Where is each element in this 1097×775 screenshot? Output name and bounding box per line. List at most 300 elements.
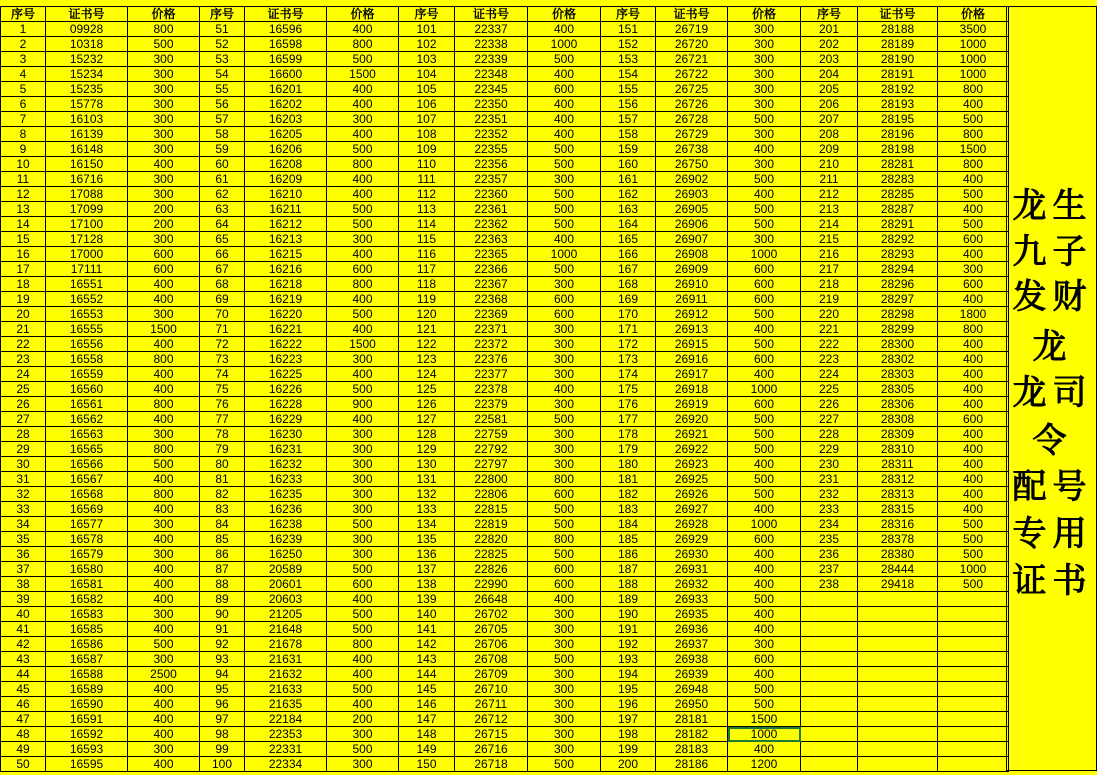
table-cell[interactable]: 600 xyxy=(528,562,601,577)
table-cell[interactable]: 109 xyxy=(399,142,455,157)
table-cell[interactable]: 600 xyxy=(938,232,1009,247)
table-cell[interactable]: 600 xyxy=(327,577,399,592)
table-cell[interactable]: 500 xyxy=(728,682,801,697)
table-cell[interactable]: 43 xyxy=(1,652,46,667)
table-cell[interactable]: 186 xyxy=(601,547,656,562)
column-header[interactable]: 价格 xyxy=(128,7,200,22)
table-cell[interactable]: 68 xyxy=(200,277,245,292)
table-cell[interactable]: 22351 xyxy=(455,112,528,127)
table-cell[interactable]: 300 xyxy=(528,742,601,757)
table-cell[interactable]: 26729 xyxy=(656,127,728,142)
table-cell[interactable]: 16236 xyxy=(245,502,327,517)
table-cell[interactable]: 500 xyxy=(528,217,601,232)
table-cell[interactable]: 221 xyxy=(801,322,858,337)
table-cell[interactable]: 16588 xyxy=(46,667,128,682)
table-cell[interactable]: 26 xyxy=(1,397,46,412)
table-cell[interactable]: 300 xyxy=(327,757,399,772)
table-cell[interactable]: 26905 xyxy=(656,202,728,217)
table-cell[interactable]: 61 xyxy=(200,172,245,187)
table-cell[interactable]: 500 xyxy=(938,112,1009,127)
table-cell[interactable]: 16560 xyxy=(46,382,128,397)
table-cell[interactable]: 6 xyxy=(1,97,46,112)
table-cell[interactable]: 103 xyxy=(399,52,455,67)
table-cell[interactable]: 300 xyxy=(327,532,399,547)
table-cell[interactable]: 133 xyxy=(399,502,455,517)
table-cell[interactable]: 223 xyxy=(801,352,858,367)
table-cell[interactable]: 16219 xyxy=(245,292,327,307)
table-cell[interactable]: 80 xyxy=(200,457,245,472)
table-cell[interactable]: 26908 xyxy=(656,247,728,262)
table-cell[interactable]: 500 xyxy=(327,517,399,532)
table-cell[interactable]: 400 xyxy=(128,682,200,697)
table-cell[interactable]: 500 xyxy=(528,157,601,172)
table-cell[interactable]: 164 xyxy=(601,217,656,232)
table-cell[interactable]: 26950 xyxy=(656,697,728,712)
table-cell[interactable]: 28380 xyxy=(858,547,938,562)
table-cell[interactable]: 16239 xyxy=(245,532,327,547)
table-cell[interactable]: 16562 xyxy=(46,412,128,427)
table-cell[interactable] xyxy=(801,592,858,607)
table-cell[interactable] xyxy=(938,682,1009,697)
table-cell[interactable] xyxy=(858,622,938,637)
table-cell[interactable]: 16577 xyxy=(46,517,128,532)
table-cell[interactable]: 16585 xyxy=(46,622,128,637)
table-cell[interactable]: 16555 xyxy=(46,322,128,337)
table-cell[interactable]: 28281 xyxy=(858,157,938,172)
table-cell[interactable]: 207 xyxy=(801,112,858,127)
table-cell[interactable]: 400 xyxy=(728,142,801,157)
column-header[interactable]: 证书号 xyxy=(656,7,728,22)
table-cell[interactable]: 900 xyxy=(327,397,399,412)
table-cell[interactable]: 26912 xyxy=(656,307,728,322)
table-cell[interactable] xyxy=(801,607,858,622)
table-cell[interactable]: 26933 xyxy=(656,592,728,607)
table-cell[interactable]: 64 xyxy=(200,217,245,232)
table-cell[interactable]: 26719 xyxy=(656,22,728,37)
table-cell[interactable]: 500 xyxy=(728,412,801,427)
table-cell[interactable]: 47 xyxy=(1,712,46,727)
table-cell[interactable]: 800 xyxy=(327,637,399,652)
table-cell[interactable]: 26711 xyxy=(455,697,528,712)
table-cell[interactable]: 209 xyxy=(801,142,858,157)
table-cell[interactable]: 1000 xyxy=(728,247,801,262)
table-cell[interactable]: 178 xyxy=(601,427,656,442)
table-cell[interactable]: 26927 xyxy=(656,502,728,517)
table-cell[interactable]: 236 xyxy=(801,547,858,562)
table-cell[interactable] xyxy=(858,712,938,727)
table-cell[interactable]: 69 xyxy=(200,292,245,307)
table-cell[interactable]: 300 xyxy=(128,172,200,187)
table-cell[interactable]: 500 xyxy=(728,337,801,352)
table-cell[interactable]: 45 xyxy=(1,682,46,697)
table-cell[interactable]: 212 xyxy=(801,187,858,202)
table-cell[interactable]: 22815 xyxy=(455,502,528,517)
table-cell[interactable]: 142 xyxy=(399,637,455,652)
table-cell[interactable]: 16229 xyxy=(245,412,327,427)
table-cell[interactable]: 26931 xyxy=(656,562,728,577)
table-cell[interactable]: 28 xyxy=(1,427,46,442)
table-cell[interactable]: 48 xyxy=(1,727,46,742)
selected-cell[interactable]: 1000 xyxy=(728,727,801,742)
table-cell[interactable]: 20603 xyxy=(245,592,327,607)
table-cell[interactable]: 28287 xyxy=(858,202,938,217)
table-cell[interactable]: 1800 xyxy=(938,307,1009,322)
table-cell[interactable] xyxy=(938,652,1009,667)
table-cell[interactable]: 16569 xyxy=(46,502,128,517)
table-cell[interactable]: 17 xyxy=(1,262,46,277)
table-cell[interactable]: 145 xyxy=(399,682,455,697)
table-cell[interactable]: 400 xyxy=(938,487,1009,502)
table-cell[interactable]: 137 xyxy=(399,562,455,577)
table-cell[interactable]: 149 xyxy=(399,742,455,757)
table-cell[interactable]: 74 xyxy=(200,367,245,382)
table-cell[interactable]: 28316 xyxy=(858,517,938,532)
table-cell[interactable]: 26928 xyxy=(656,517,728,532)
table-cell[interactable]: 197 xyxy=(601,712,656,727)
table-cell[interactable]: 300 xyxy=(528,457,601,472)
table-cell[interactable] xyxy=(801,682,858,697)
table-cell[interactable]: 184 xyxy=(601,517,656,532)
table-cell[interactable]: 210 xyxy=(801,157,858,172)
table-cell[interactable]: 300 xyxy=(128,82,200,97)
table-cell[interactable]: 300 xyxy=(528,727,601,742)
table-cell[interactable]: 400 xyxy=(327,22,399,37)
table-cell[interactable]: 400 xyxy=(128,727,200,742)
table-cell[interactable]: 1500 xyxy=(128,322,200,337)
table-cell[interactable]: 196 xyxy=(601,697,656,712)
table-cell[interactable]: 26750 xyxy=(656,157,728,172)
table-cell[interactable]: 144 xyxy=(399,667,455,682)
table-cell[interactable]: 26715 xyxy=(455,727,528,742)
table-cell[interactable]: 400 xyxy=(728,577,801,592)
table-cell[interactable]: 300 xyxy=(528,172,601,187)
table-cell[interactable]: 15235 xyxy=(46,82,128,97)
table-cell[interactable] xyxy=(801,622,858,637)
table-cell[interactable]: 16148 xyxy=(46,142,128,157)
table-cell[interactable]: 16558 xyxy=(46,352,128,367)
table-cell[interactable]: 500 xyxy=(728,472,801,487)
table-cell[interactable]: 500 xyxy=(528,757,601,772)
table-cell[interactable]: 5 xyxy=(1,82,46,97)
table-cell[interactable]: 126 xyxy=(399,397,455,412)
table-cell[interactable]: 22379 xyxy=(455,397,528,412)
table-cell[interactable]: 400 xyxy=(327,292,399,307)
table-cell[interactable]: 28291 xyxy=(858,217,938,232)
table-cell[interactable]: 400 xyxy=(128,292,200,307)
table-cell[interactable] xyxy=(938,607,1009,622)
table-cell[interactable]: 300 xyxy=(327,502,399,517)
table-cell[interactable]: 21205 xyxy=(245,607,327,622)
table-cell[interactable]: 26913 xyxy=(656,322,728,337)
table-cell[interactable]: 22345 xyxy=(455,82,528,97)
table-cell[interactable]: 300 xyxy=(528,277,601,292)
table-cell[interactable]: 16205 xyxy=(245,127,327,142)
table-cell[interactable]: 22357 xyxy=(455,172,528,187)
table-cell[interactable]: 28188 xyxy=(858,22,938,37)
table-cell[interactable]: 300 xyxy=(327,457,399,472)
table-cell[interactable]: 181 xyxy=(601,472,656,487)
table-cell[interactable]: 26921 xyxy=(656,427,728,442)
table-cell[interactable]: 16561 xyxy=(46,397,128,412)
table-cell[interactable]: 222 xyxy=(801,337,858,352)
table-cell[interactable]: 300 xyxy=(327,472,399,487)
table-cell[interactable]: 1000 xyxy=(528,247,601,262)
table-cell[interactable]: 118 xyxy=(399,277,455,292)
table-cell[interactable]: 22339 xyxy=(455,52,528,67)
table-cell[interactable]: 300 xyxy=(128,232,200,247)
table-cell[interactable]: 23 xyxy=(1,352,46,367)
table-cell[interactable]: 300 xyxy=(528,352,601,367)
table-cell[interactable]: 176 xyxy=(601,397,656,412)
table-cell[interactable]: 500 xyxy=(528,202,601,217)
table-cell[interactable]: 230 xyxy=(801,457,858,472)
table-cell[interactable]: 22792 xyxy=(455,442,528,457)
table-cell[interactable]: 16589 xyxy=(46,682,128,697)
table-cell[interactable]: 94 xyxy=(200,667,245,682)
table-cell[interactable]: 166 xyxy=(601,247,656,262)
table-cell[interactable]: 500 xyxy=(728,592,801,607)
table-cell[interactable]: 22369 xyxy=(455,307,528,322)
table-cell[interactable]: 161 xyxy=(601,172,656,187)
table-cell[interactable]: 600 xyxy=(528,292,601,307)
table-cell[interactable] xyxy=(938,727,1009,742)
table-cell[interactable]: 16235 xyxy=(245,487,327,502)
table-cell[interactable]: 400 xyxy=(528,67,601,82)
table-cell[interactable]: 171 xyxy=(601,322,656,337)
table-cell[interactable]: 70 xyxy=(200,307,245,322)
table-cell[interactable]: 400 xyxy=(128,757,200,772)
table-cell[interactable]: 87 xyxy=(200,562,245,577)
table-cell[interactable]: 28298 xyxy=(858,307,938,322)
table-cell[interactable]: 28444 xyxy=(858,562,938,577)
table-cell[interactable]: 11 xyxy=(1,172,46,187)
table-cell[interactable]: 21678 xyxy=(245,637,327,652)
table-cell[interactable]: 28378 xyxy=(858,532,938,547)
table-cell[interactable]: 2 xyxy=(1,37,46,52)
table-cell[interactable]: 300 xyxy=(728,157,801,172)
table-cell[interactable]: 22990 xyxy=(455,577,528,592)
table-cell[interactable]: 60 xyxy=(200,157,245,172)
table-cell[interactable]: 22820 xyxy=(455,532,528,547)
table-cell[interactable]: 300 xyxy=(528,607,601,622)
table-cell[interactable]: 234 xyxy=(801,517,858,532)
table-cell[interactable]: 233 xyxy=(801,502,858,517)
table-cell[interactable]: 500 xyxy=(728,112,801,127)
table-cell[interactable]: 16203 xyxy=(245,112,327,127)
table-cell[interactable]: 202 xyxy=(801,37,858,52)
table-cell[interactable]: 300 xyxy=(728,67,801,82)
table-cell[interactable]: 39 xyxy=(1,592,46,607)
table-cell[interactable]: 120 xyxy=(399,307,455,322)
table-cell[interactable]: 26932 xyxy=(656,577,728,592)
table-cell[interactable]: 16556 xyxy=(46,337,128,352)
table-cell[interactable]: 400 xyxy=(938,337,1009,352)
table-cell[interactable]: 400 xyxy=(128,367,200,382)
table-cell[interactable] xyxy=(858,697,938,712)
table-cell[interactable]: 26939 xyxy=(656,667,728,682)
column-header[interactable]: 序号 xyxy=(200,7,245,22)
table-cell[interactable]: 170 xyxy=(601,307,656,322)
table-cell[interactable]: 110 xyxy=(399,157,455,172)
table-cell[interactable]: 800 xyxy=(938,322,1009,337)
table-cell[interactable]: 195 xyxy=(601,682,656,697)
table-cell[interactable]: 208 xyxy=(801,127,858,142)
table-cell[interactable]: 400 xyxy=(728,607,801,622)
table-cell[interactable]: 156 xyxy=(601,97,656,112)
table-cell[interactable]: 28189 xyxy=(858,37,938,52)
column-header[interactable]: 序号 xyxy=(1,7,46,22)
table-cell[interactable]: 400 xyxy=(938,382,1009,397)
table-cell[interactable]: 400 xyxy=(128,502,200,517)
table-cell[interactable]: 400 xyxy=(938,367,1009,382)
table-cell[interactable] xyxy=(801,652,858,667)
table-cell[interactable]: 26728 xyxy=(656,112,728,127)
table-cell[interactable]: 139 xyxy=(399,592,455,607)
table-cell[interactable]: 124 xyxy=(399,367,455,382)
table-cell[interactable]: 300 xyxy=(128,112,200,127)
table-cell[interactable]: 500 xyxy=(327,622,399,637)
table-cell[interactable]: 108 xyxy=(399,127,455,142)
table-cell[interactable]: 26910 xyxy=(656,277,728,292)
table-cell[interactable]: 185 xyxy=(601,532,656,547)
table-cell[interactable]: 16592 xyxy=(46,727,128,742)
table-cell[interactable]: 500 xyxy=(938,517,1009,532)
table-cell[interactable] xyxy=(858,667,938,682)
table-cell[interactable]: 400 xyxy=(938,457,1009,472)
table-cell[interactable]: 90 xyxy=(200,607,245,622)
table-cell[interactable]: 15 xyxy=(1,232,46,247)
table-cell[interactable]: 213 xyxy=(801,202,858,217)
table-cell[interactable]: 115 xyxy=(399,232,455,247)
table-cell[interactable]: 26936 xyxy=(656,622,728,637)
table-cell[interactable] xyxy=(801,742,858,757)
table-cell[interactable]: 500 xyxy=(728,217,801,232)
table-cell[interactable]: 16226 xyxy=(245,382,327,397)
table-cell[interactable]: 500 xyxy=(938,577,1009,592)
table-cell[interactable]: 400 xyxy=(728,742,801,757)
table-cell[interactable]: 101 xyxy=(399,22,455,37)
table-cell[interactable]: 300 xyxy=(528,682,601,697)
table-cell[interactable]: 300 xyxy=(128,67,200,82)
table-cell[interactable]: 600 xyxy=(728,532,801,547)
table-cell[interactable] xyxy=(938,742,1009,757)
table-cell[interactable]: 500 xyxy=(327,217,399,232)
table-cell[interactable] xyxy=(938,622,1009,637)
table-cell[interactable]: 16559 xyxy=(46,367,128,382)
table-cell[interactable]: 22378 xyxy=(455,382,528,397)
table-cell[interactable]: 59 xyxy=(200,142,245,157)
table-cell[interactable]: 172 xyxy=(601,337,656,352)
table-cell[interactable]: 300 xyxy=(728,52,801,67)
table-cell[interactable]: 16232 xyxy=(245,457,327,472)
table-cell[interactable]: 26907 xyxy=(656,232,728,247)
table-cell[interactable]: 800 xyxy=(528,472,601,487)
table-cell[interactable]: 1000 xyxy=(938,67,1009,82)
table-cell[interactable]: 300 xyxy=(327,352,399,367)
table-cell[interactable]: 26948 xyxy=(656,682,728,697)
table-cell[interactable]: 400 xyxy=(327,592,399,607)
table-cell[interactable]: 400 xyxy=(128,472,200,487)
table-cell[interactable]: 26648 xyxy=(455,592,528,607)
table-cell[interactable]: 22360 xyxy=(455,187,528,202)
table-cell[interactable]: 400 xyxy=(728,367,801,382)
column-header[interactable]: 价格 xyxy=(728,7,801,22)
table-cell[interactable]: 56 xyxy=(200,97,245,112)
table-cell[interactable]: 400 xyxy=(938,352,1009,367)
table-cell[interactable]: 141 xyxy=(399,622,455,637)
table-cell[interactable]: 7 xyxy=(1,112,46,127)
table-cell[interactable]: 179 xyxy=(601,442,656,457)
table-cell[interactable]: 36 xyxy=(1,547,46,562)
table-cell[interactable]: 28196 xyxy=(858,127,938,142)
table-cell[interactable]: 400 xyxy=(938,472,1009,487)
table-cell[interactable]: 41 xyxy=(1,622,46,637)
table-cell[interactable]: 17000 xyxy=(46,247,128,262)
table-cell[interactable]: 600 xyxy=(128,247,200,262)
table-cell[interactable]: 400 xyxy=(728,457,801,472)
column-header[interactable]: 价格 xyxy=(327,7,399,22)
table-cell[interactable]: 400 xyxy=(938,172,1009,187)
table-cell[interactable]: 22352 xyxy=(455,127,528,142)
table-cell[interactable]: 114 xyxy=(399,217,455,232)
table-cell[interactable]: 300 xyxy=(128,742,200,757)
table-cell[interactable]: 190 xyxy=(601,607,656,622)
table-cell[interactable]: 206 xyxy=(801,97,858,112)
table-cell[interactable]: 14 xyxy=(1,217,46,232)
table-cell[interactable]: 16213 xyxy=(245,232,327,247)
table-cell[interactable]: 116 xyxy=(399,247,455,262)
table-cell[interactable]: 34 xyxy=(1,517,46,532)
table-cell[interactable]: 28315 xyxy=(858,502,938,517)
table-cell[interactable]: 26738 xyxy=(656,142,728,157)
table-cell[interactable]: 9 xyxy=(1,142,46,157)
table-cell[interactable]: 500 xyxy=(728,307,801,322)
table-cell[interactable]: 199 xyxy=(601,742,656,757)
table-cell[interactable]: 300 xyxy=(728,97,801,112)
table-cell[interactable]: 16150 xyxy=(46,157,128,172)
table-cell[interactable]: 204 xyxy=(801,67,858,82)
table-cell[interactable]: 88 xyxy=(200,577,245,592)
table-cell[interactable]: 16583 xyxy=(46,607,128,622)
table-cell[interactable]: 224 xyxy=(801,367,858,382)
table-cell[interactable]: 113 xyxy=(399,202,455,217)
table-cell[interactable]: 71 xyxy=(200,322,245,337)
table-cell[interactable]: 500 xyxy=(327,52,399,67)
table-cell[interactable]: 500 xyxy=(327,382,399,397)
table-cell[interactable] xyxy=(858,652,938,667)
table-cell[interactable]: 180 xyxy=(601,457,656,472)
table-cell[interactable]: 400 xyxy=(128,622,200,637)
table-cell[interactable]: 163 xyxy=(601,202,656,217)
table-cell[interactable]: 800 xyxy=(938,82,1009,97)
table-cell[interactable]: 62 xyxy=(200,187,245,202)
table-cell[interactable]: 300 xyxy=(528,442,601,457)
table-cell[interactable]: 26726 xyxy=(656,97,728,112)
table-cell[interactable]: 500 xyxy=(728,172,801,187)
table-cell[interactable]: 22348 xyxy=(455,67,528,82)
table-cell[interactable]: 400 xyxy=(938,247,1009,262)
table-cell[interactable]: 92 xyxy=(200,637,245,652)
table-cell[interactable]: 600 xyxy=(528,82,601,97)
table-cell[interactable] xyxy=(938,757,1009,772)
table-cell[interactable]: 22806 xyxy=(455,487,528,502)
table-cell[interactable]: 54 xyxy=(200,67,245,82)
table-cell[interactable]: 600 xyxy=(938,277,1009,292)
table-cell[interactable]: 93 xyxy=(200,652,245,667)
table-cell[interactable]: 17100 xyxy=(46,217,128,232)
table-cell[interactable]: 28293 xyxy=(858,247,938,262)
table-cell[interactable]: 26725 xyxy=(656,82,728,97)
